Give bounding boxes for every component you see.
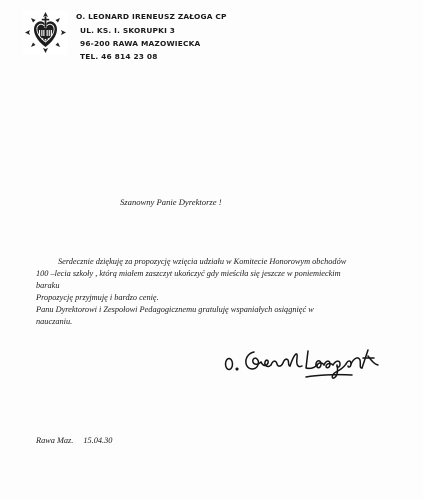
body-line: baraku bbox=[36, 281, 60, 290]
salutation: Szanowny Panie Dyrektorze ! bbox=[120, 197, 222, 207]
handwritten-signature bbox=[222, 338, 382, 386]
body-line: 100 –lecia szkoły , którą miałem zaszczyt ukończyć gdy mieściła się jeszcze w poniemieckim bbox=[36, 269, 341, 278]
place: Rawa Maz. bbox=[36, 436, 74, 445]
body-line: Serdecznie dziękuję za propozycję wzięcia udziału w Komitecie Honorowym obchodów bbox=[58, 257, 347, 266]
letterhead-city: 96-200 RAWA MAZOWIECKA bbox=[80, 39, 201, 48]
letterhead-street: UL. KS. I. SKORUPKI 3 bbox=[80, 26, 176, 35]
body-line: nauczaniu. bbox=[36, 317, 73, 326]
body-line: Propozycję przyjmuję i bardzo cenię. bbox=[36, 293, 159, 302]
passionist-emblem-icon bbox=[23, 10, 68, 55]
place-and-date bbox=[36, 436, 112, 445]
letterhead-phone: TEL. 46 814 23 08 bbox=[80, 52, 158, 61]
body-line: Panu Dyrektorowi i Zespołowi Pedagogicznemu gratuluję wspaniałych osiągnięć w bbox=[36, 305, 314, 314]
letterhead-name: O. LEONARD IRENEUSZ ZAŁOGA CP bbox=[76, 12, 227, 21]
date: 15.04.30 bbox=[83, 436, 113, 445]
